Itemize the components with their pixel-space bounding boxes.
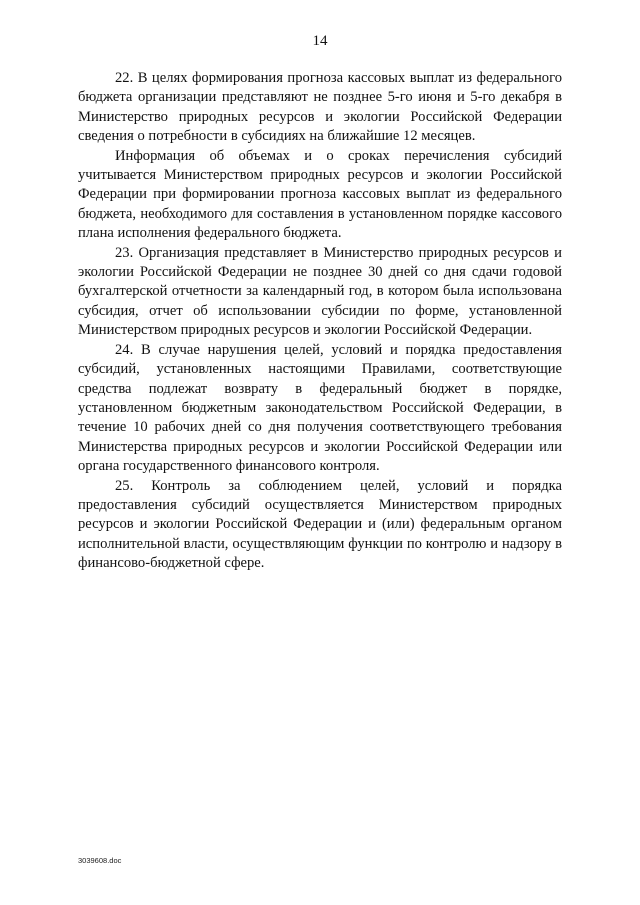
document-body	[78, 69, 562, 574]
document-filename-footer: 3039608.doc	[78, 856, 122, 865]
paragraph-25: 25. Контроль за соблюдением целей, условий и порядка предоставления субсидий осуществляется Министерством природных ресурсов и экологии Российской Федерации и (или) федеральным органом исполнительной власти, осуществляющим функции по контролю и надзору в финансово-бюджетной сфере.	[78, 477, 562, 572]
paragraph-22-info: Информация об объемах и о сроках перечисления субсидий учитывается Министерством природных ресурсов и экологии Российской Федерации при формировании прогноза кассовых выплат из федерального бюджета, необходимого для составления в установленном порядке кассового плана исполнения федерального бюджета.	[78, 147, 562, 242]
paragraph-22: 22. В целях формирования прогноза кассовых выплат из федерального бюджета организации представляют не позднее 5-го июня и 5-го декабря в Министерство природных ресурсов и экологии Российской Федерации сведения о потребности в субсидиях на ближайшие 12 месяцев.	[78, 70, 562, 145]
page-number: 14	[312, 33, 328, 49]
paragraph-23: 23. Организация представляет в Министерство природных ресурсов и экологии Российской Федерации не позднее 30 дней со дня сдачи годовой бухгалтерской отчетности за календарный год, в котором была использована субсидия, отчет об использовании субсидии по форме, установленной Министерством природных ресурсов и экологии Российской Федерации.	[78, 244, 562, 339]
paragraph-24: 24. В случае нарушения целей, условий и порядка предоставления субсидий, установленных настоящими Правилами, соответствующие средства подлежат возврату в федеральный бюджет в порядке, установленном бюджетным законодательством Российской Федерации, в течение 10 рабочих дней со дня получения соответствующего требования Министерства природных ресурсов и экологии Российской Федерации или органа государственного финансового контроля.	[78, 341, 562, 475]
